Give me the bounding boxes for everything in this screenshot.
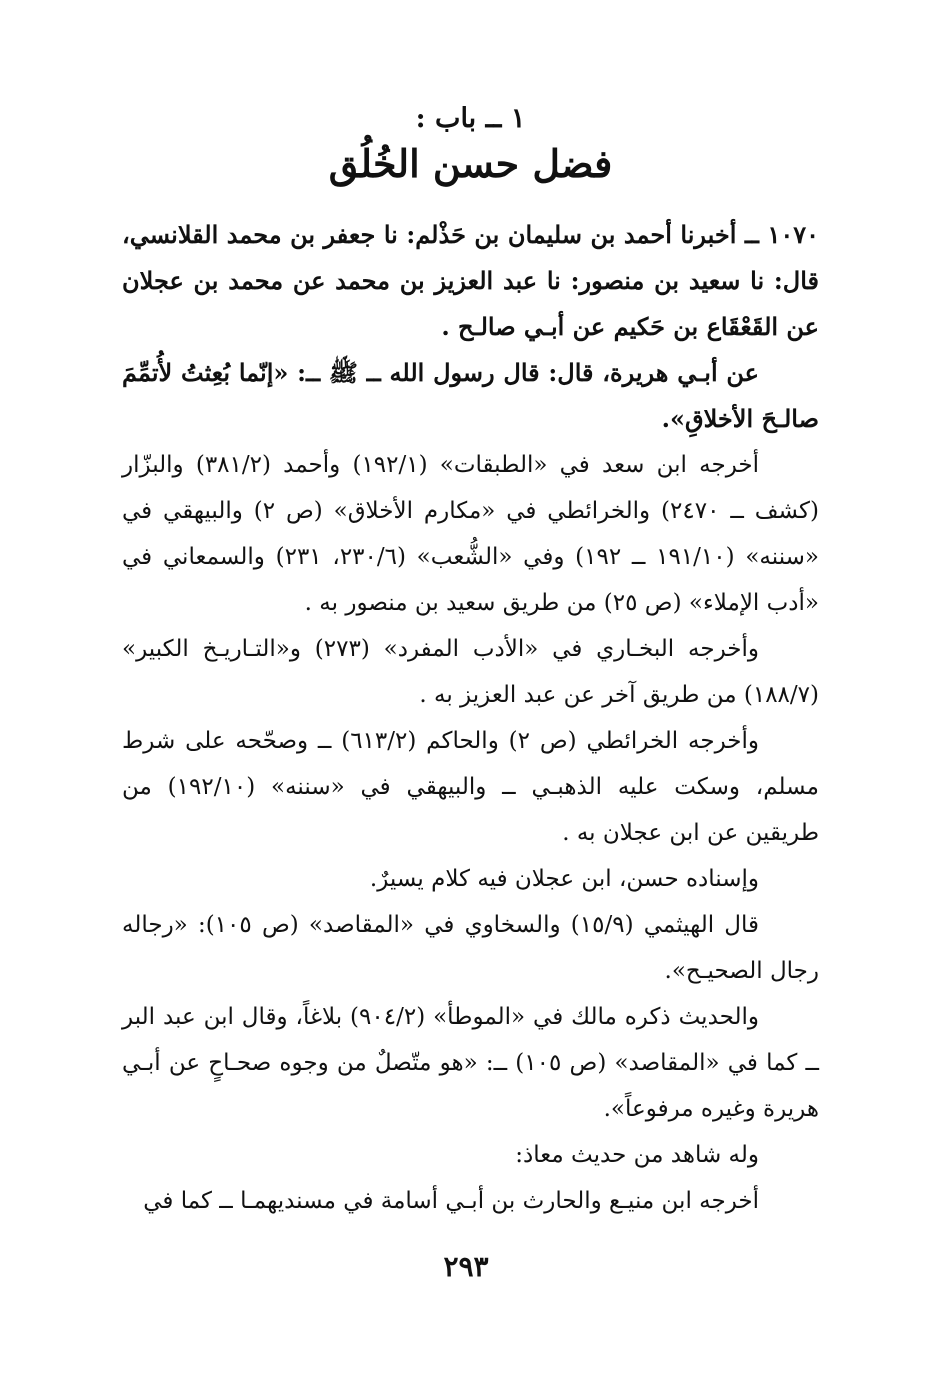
hadith-matn: عن أبـي هريرة، قال: قال رسول الله ــ ﷺ ــ: «إنّما بُعِثتُ لأُتمِّمَ صالـحَ الأخلاقِ».	[122, 358, 819, 433]
takhrij-paragraph-1: أخرجه ابن سعد في «الطبقات» (١٩٢/١) وأحمد (٣٨١/٢) والبزّار (كشف ــ ٢٤٧٠) والخرائطي في «مكارم الأخلاق» (ص ٢) والبيهقي في «سننه» (١٩١/١٠ ــ ١٩٢) وفي «الشُّعب» (٢٣٠/٦، ٢٣١) والسمعاني في «أدب الإملاء» (ص ٢٥) من طريق سعيد بن منصور به .	[122, 452, 819, 616]
muwatta-paragraph: والحديث ذكره مالك في «الموطأ» (٩٠٤/٢) بلاغاً، وقال ابن عبد البر ــ كما في «المقاصد» (ص ١٠٥) ــ: «هو متّصلٌ من وجوه صحـاحٍ عن أبـي هريرة وغيره مرفوعاً».	[122, 1004, 819, 1122]
chapter-title: فضل حسن الخُلُق	[328, 141, 613, 186]
takhrij-paragraph-2: وأخرجه البخـاري في «الأدب المفرد» (٢٧٣) و«التـاريـخ الكبير» (١٨٨/٧) من طريق آخر عن عبد العزيز به .	[122, 636, 819, 708]
isnad-grade: وإسناده حسن، ابن عجلان فيه كلام يسيرٌ.	[369, 866, 759, 892]
page-number: ٢٩٣	[443, 1250, 489, 1283]
shahid-heading: وله شاهد من حديث معاذ:	[515, 1142, 759, 1168]
chapter-label: ١ ــ باب :	[415, 103, 526, 134]
haythami-quote: قال الهيثمي (١٥/٩) والسخاوي في «المقاصد» (ص ١٠٥): «رجاله رجال الصحيـح».	[122, 912, 819, 984]
hadith-isnad: ١٠٧٠ ــ أخبرنا أحمد بن سليمان بن حَذْلم: نا جعفر بن محمد القلانسي، قال: نا سعيد بن منصور: نا عبد العزيز بن محمد عن محمد بن عجلان عن القَعْقَاع بن حَكيم عن أبـي صالـح .	[122, 220, 819, 341]
final-paragraph: أخرجه ابن منيـع والحارث بن أبـي أسامة في مسنديهمـا ــ كما في	[143, 1188, 759, 1214]
takhrij-paragraph-3: وأخرجه الخرائطي (ص ٢) والحاكم (٦١٣/٢) ــ وصحّحه على شرط مسلم، وسكت عليه الذهبـي ــ والبيهقي في «سننه» (١٩٢/١٠) من طريقين عن ابن عجلان به .	[122, 728, 819, 846]
page-content	[122, 100, 819, 1224]
